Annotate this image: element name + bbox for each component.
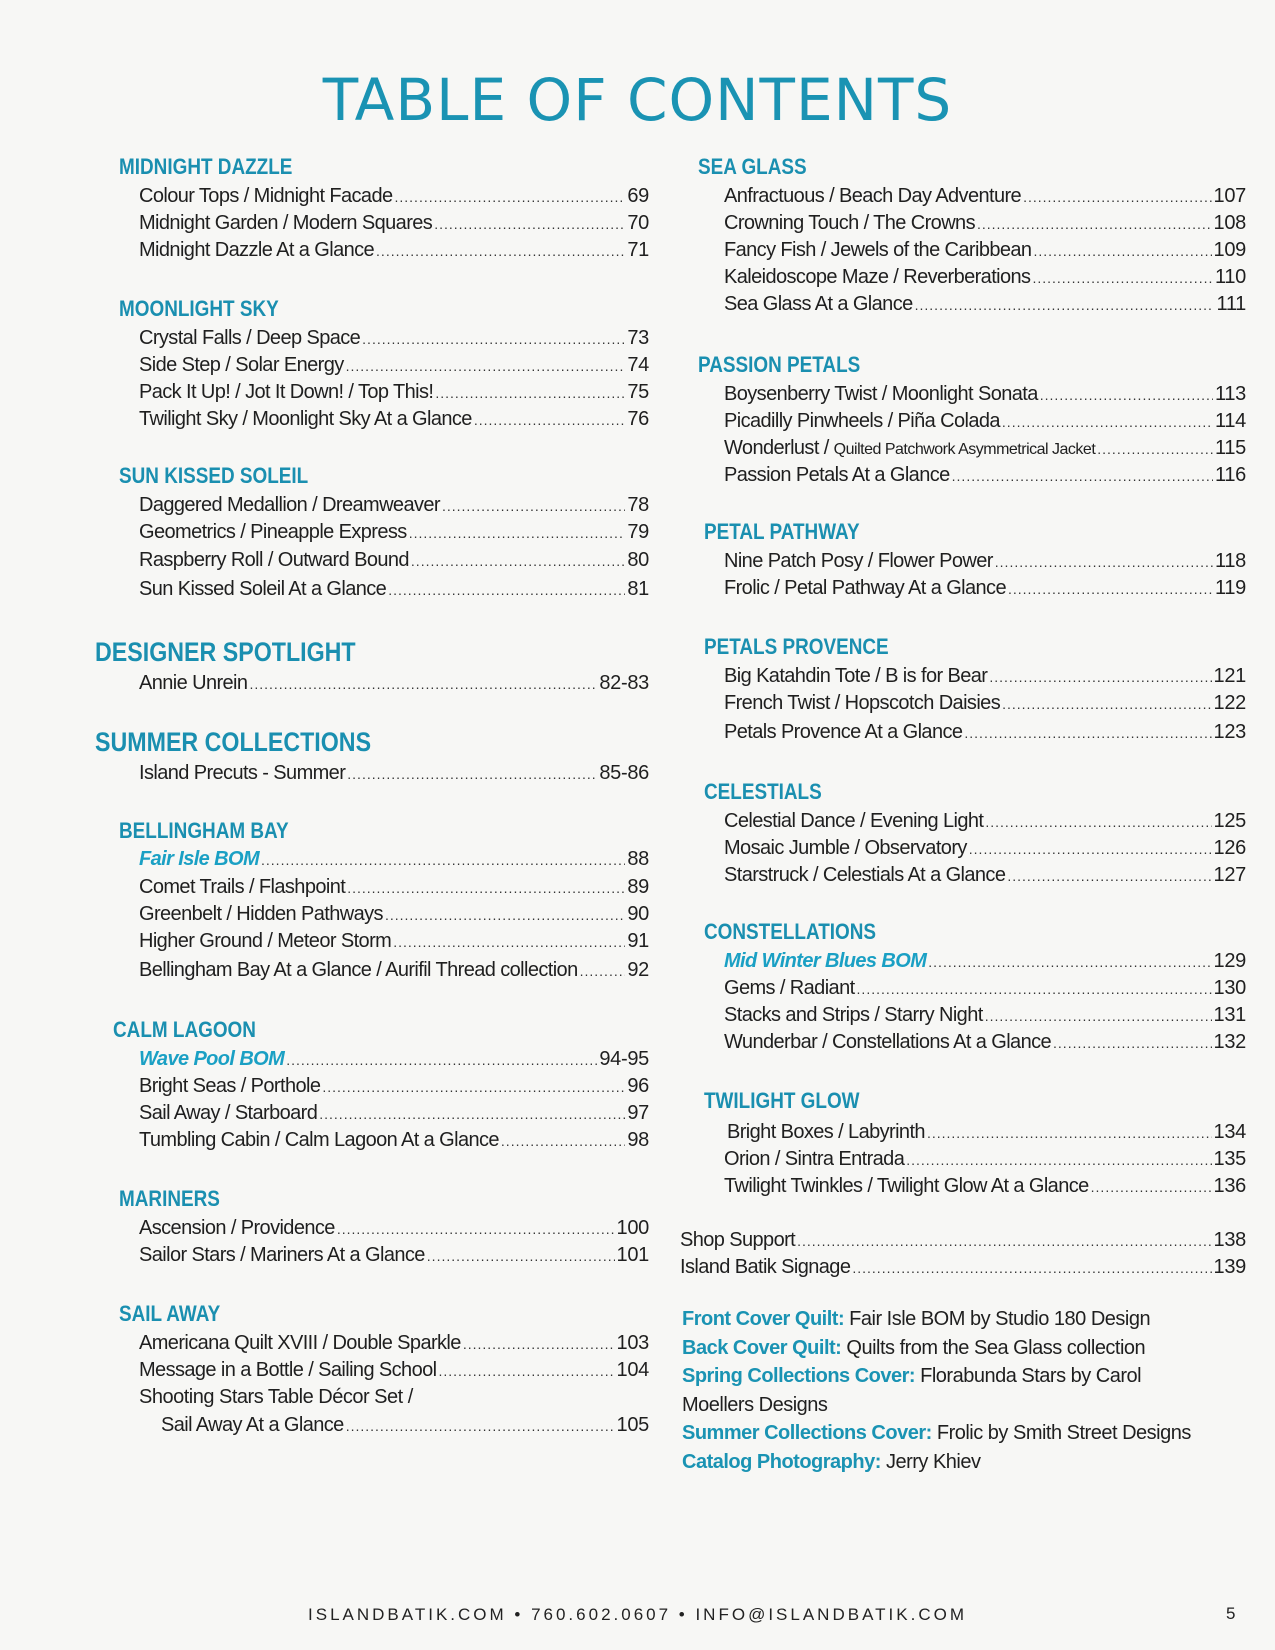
toc-entry[interactable] <box>139 210 649 238</box>
toc-entry-page: 119 <box>1215 577 1246 599</box>
leader-dots <box>438 1358 614 1385</box>
leader-dots <box>322 1074 625 1101</box>
toc-entry-page: 125 <box>1213 810 1246 832</box>
toc-entry[interactable] <box>139 379 649 407</box>
toc-entry-label: Big Katahdin Tote / B is for Bear <box>724 665 988 687</box>
toc-entry-label: Sail Away / Starboard <box>139 1102 318 1124</box>
credit-value: Quilts from the Sea Glass collection <box>841 1336 1146 1359</box>
toc-entry[interactable] <box>139 1100 649 1128</box>
leader-dots <box>989 664 1211 691</box>
toc-entry-page: 91 <box>627 930 649 952</box>
toc-entry-page: 127 <box>1213 864 1246 886</box>
toc-entry[interactable] <box>139 406 649 434</box>
credit-photography <box>682 1448 1202 1477</box>
toc-entry-page: 80 <box>627 549 649 571</box>
section-heading-bellingham-bay: BELLINGHAM BAY <box>119 818 289 843</box>
leader-dots <box>977 211 1212 238</box>
toc-entry[interactable] <box>139 1357 649 1385</box>
toc-entry-label: Sea Glass At a Glance <box>724 293 913 315</box>
toc-entry-label: French Twist / Hopscotch Daisies <box>724 692 1001 714</box>
toc-entry-page: 89 <box>627 876 649 898</box>
toc-entry[interactable] <box>724 183 1246 211</box>
toc-entry-shop-support[interactable] <box>680 1227 1246 1255</box>
toc-entry-label: Bright Boxes / Labyrinth <box>727 1121 925 1143</box>
leader-dots <box>395 184 626 211</box>
leader-dots <box>952 463 1213 490</box>
leader-dots <box>1002 691 1211 718</box>
toc-entry-label: Shop Support <box>680 1229 796 1251</box>
leader-dots <box>1008 576 1213 603</box>
toc-entry-page: 92 <box>627 959 649 981</box>
toc-entry-label: Island Precuts - Summer <box>139 762 346 784</box>
leader-dots <box>1040 382 1213 409</box>
toc-entry[interactable] <box>139 492 649 520</box>
toc-entry-page: 136 <box>1213 1175 1246 1197</box>
section-heading-sea-glass: SEA GLASS <box>698 154 807 179</box>
toc-entry-label: Colour Tops / Midnight Facade <box>139 185 393 207</box>
toc-entry-label: Boysenberry Twist / Moonlight Sonata <box>724 383 1038 405</box>
toc-entry-label: Sailor Stars / Mariners At a Glance <box>139 1244 425 1266</box>
toc-entry-page: 132 <box>1213 1031 1246 1053</box>
credit-key: Back Cover Quilt: <box>682 1336 842 1359</box>
leader-dots <box>1032 265 1213 292</box>
toc-entry-label: Crystal Falls / Deep Space <box>139 327 361 349</box>
toc-entry-label: Petals Provence At a Glance <box>724 721 963 743</box>
toc-entry-page: 81 <box>627 578 649 600</box>
credit-value: Fair Isle BOM by Studio 180 Design <box>844 1308 1151 1330</box>
leader-dots <box>927 1120 1212 1147</box>
leader-dots <box>337 1216 615 1243</box>
toc-entry-label: Mid Winter Blues BOM <box>724 950 927 972</box>
leader-dots <box>435 380 625 407</box>
toc-entry[interactable] <box>724 1002 1246 1030</box>
toc-entry-label: Fair Isle BOM <box>139 848 260 870</box>
toc-entry-page: 105 <box>616 1414 649 1436</box>
toc-entry-page: 103 <box>616 1332 649 1354</box>
toc-entry-label: Celestial Dance / Evening Light <box>724 810 984 832</box>
toc-entry-label: Midnight Dazzle At a Glance <box>139 239 375 261</box>
toc-entry-page: 90 <box>627 903 649 925</box>
toc-entry[interactable] <box>724 663 1246 691</box>
leader-dots <box>852 1255 1211 1282</box>
toc-entry-label: Stacks and Strips / Starry Night <box>724 1004 983 1026</box>
toc-entry[interactable] <box>724 291 1246 319</box>
credits-block <box>682 1305 1202 1476</box>
toc-entry[interactable] <box>139 1242 649 1270</box>
toc-entry-page: 82-83 <box>599 672 649 694</box>
toc-entry[interactable] <box>724 1173 1246 1201</box>
toc-entry-label: Anfractuous / Beach Day Adventure <box>724 185 1022 207</box>
leader-dots <box>409 520 626 547</box>
toc-entry-label[interactable]: Shooting Stars Table Décor Set / <box>139 1386 413 1408</box>
section-heading-summer-collections: SUMMER COLLECTIONS <box>95 727 372 757</box>
leader-dots <box>964 720 1211 747</box>
toc-entry-page: 109 <box>1213 239 1246 261</box>
leader-dots <box>393 929 625 956</box>
toc-entry-label: Tumbling Cabin / Calm Lagoon At a Glance <box>139 1129 499 1151</box>
toc-entry-page: 96 <box>627 1075 649 1097</box>
toc-entry[interactable] <box>724 548 1246 576</box>
leader-dots <box>906 1147 1211 1174</box>
credit-key: Front Cover Quilt: <box>682 1308 845 1330</box>
toc-entry-page: 75 <box>627 381 649 403</box>
toc-entry-page: 69 <box>627 185 649 207</box>
toc-entry-page: 123 <box>1213 721 1246 743</box>
toc-entry[interactable] <box>139 519 649 547</box>
section-heading-celestials: CELESTIALS <box>704 779 822 804</box>
toc-entry-page: 139 <box>1213 1256 1246 1278</box>
leader-dots <box>928 949 1211 976</box>
toc-entry[interactable] <box>139 325 649 353</box>
toc-entry-label: Bright Seas / Porthole <box>139 1075 321 1097</box>
credit-spring-cover <box>682 1362 1202 1419</box>
toc-entry-label: Daggered Medallion / Dreamweaver <box>139 494 440 516</box>
section-heading-sail-away: SAIL AWAY <box>119 1301 221 1326</box>
toc-entry-page: 111 <box>1216 293 1246 315</box>
toc-entry-page: 115 <box>1215 437 1246 459</box>
leader-dots <box>427 1243 615 1270</box>
toc-entry-page: 116 <box>1215 464 1246 486</box>
leader-dots <box>1091 1174 1212 1201</box>
toc-entry-page: 85-86 <box>599 762 649 784</box>
credit-back-cover <box>682 1334 1202 1363</box>
toc-entry-page: 108 <box>1213 212 1246 234</box>
toc-entry[interactable] <box>724 462 1246 490</box>
toc-entry-page: 101 <box>616 1244 649 1266</box>
toc-entry[interactable] <box>724 808 1246 836</box>
leader-dots <box>347 875 625 902</box>
section-heading-mariners: MARINERS <box>119 1186 220 1211</box>
toc-entry-label: Twilight Twinkles / Twilight Glow At a Glance <box>724 1175 1089 1197</box>
toc-entry[interactable] <box>727 1119 1246 1147</box>
toc-entry[interactable] <box>724 719 1246 747</box>
toc-entry[interactable] <box>724 210 1246 238</box>
toc-entry-label: Message in a Bottle / Sailing School <box>139 1359 437 1381</box>
toc-entry-label: Crowning Touch / The Crowns <box>724 212 975 234</box>
toc-entry[interactable] <box>139 547 649 575</box>
leader-dots <box>385 902 625 929</box>
toc-entry-label: Starstruck / Celestials At a Glance <box>724 864 1006 886</box>
credit-value: Jerry Khiev <box>880 1450 981 1473</box>
toc-entry-page: 98 <box>627 1129 649 1151</box>
leader-dots <box>797 1228 1211 1255</box>
section-heading-moonlight-sky: MOONLIGHT SKY <box>119 296 279 321</box>
toc-entry-page: 107 <box>1213 185 1246 207</box>
section-heading-constellations: CONSTELLATIONS <box>704 919 877 944</box>
toc-entry[interactable] <box>724 1029 1246 1057</box>
toc-entry-page: 121 <box>1213 665 1246 687</box>
toc-entry[interactable] <box>139 1215 649 1243</box>
toc-entry-page: 76 <box>627 408 649 430</box>
toc-entry[interactable] <box>139 957 649 985</box>
toc-entry[interactable] <box>724 408 1246 436</box>
leader-dots <box>995 549 1213 576</box>
toc-entry-label: Fancy Fish / Jewels of the Caribbean <box>724 239 1032 261</box>
toc-entry[interactable] <box>724 381 1246 409</box>
toc-entry-label: Orion / Sintra Entrada <box>724 1148 905 1170</box>
toc-entry-label: Greenbelt / Hidden Pathways <box>139 903 383 925</box>
section-heading-sun-kissed-soleil: SUN KISSED SOLEIL <box>119 463 309 488</box>
toc-entry-page: 104 <box>616 1359 649 1381</box>
leader-dots <box>969 836 1212 863</box>
leader-dots <box>411 548 625 575</box>
leader-dots <box>346 353 626 380</box>
credit-key: Catalog Photography: <box>682 1450 881 1473</box>
toc-entry[interactable] <box>139 183 649 211</box>
toc-entry[interactable] <box>724 1146 1246 1174</box>
toc-entry[interactable] <box>724 575 1246 603</box>
leader-dots <box>249 671 597 698</box>
toc-entry-label: Higher Ground / Meteor Storm <box>139 930 392 952</box>
credit-key: Summer Collections Cover: <box>682 1422 932 1444</box>
page-title: TABLE OF CONTENTS <box>322 66 953 134</box>
toc-entry-page: 88 <box>627 848 649 870</box>
toc-entry[interactable] <box>161 1412 649 1440</box>
leader-dots <box>501 1128 625 1155</box>
toc-entry[interactable] <box>139 352 649 380</box>
toc-entry-label: Gems / Radiant <box>724 977 855 999</box>
leader-dots <box>580 958 626 985</box>
toc-entry-page: 70 <box>627 212 649 234</box>
toc-entry-page: 113 <box>1215 383 1246 405</box>
toc-entry-label: Comet Trails / Flashpoint <box>139 876 346 898</box>
toc-entry-label <box>724 435 1095 463</box>
toc-entry-page: 134 <box>1213 1121 1246 1143</box>
leader-dots <box>434 211 625 238</box>
credit-summer-cover <box>682 1419 1202 1448</box>
toc-entry-page: 74 <box>627 354 649 376</box>
credit-front-cover <box>682 1305 1202 1334</box>
toc-entry-page: 129 <box>1213 950 1246 972</box>
toc-entry[interactable] <box>139 874 649 902</box>
toc-entry[interactable] <box>724 975 1246 1003</box>
toc-entry[interactable] <box>139 237 649 265</box>
section-heading-twilight-glow: TWILIGHT GLOW <box>704 1088 860 1113</box>
toc-entry-label: Sail Away At a Glance <box>161 1414 344 1436</box>
toc-entry[interactable] <box>724 835 1246 863</box>
leader-dots <box>346 1413 615 1440</box>
toc-entry-label-small: Quilted Patchwork Asymmetrical Jacket <box>833 441 1096 458</box>
toc-entry-page: 73 <box>627 327 649 349</box>
toc-entry-page: 110 <box>1215 266 1246 288</box>
toc-entry-label: Kaleidoscope Maze / Reverberations <box>724 266 1031 288</box>
leader-dots <box>1007 863 1211 890</box>
leader-dots <box>1002 409 1213 436</box>
toc-entry-label: Midnight Garden / Modern Squares <box>139 212 433 234</box>
toc-entry-label: Wave Pool BOM <box>139 1048 285 1070</box>
footer-contact: ISLANDBATIK.COM • 760.602.0607 • INFO@ISLANDBATIK.COM <box>308 1605 967 1624</box>
leader-dots <box>388 577 625 604</box>
toc-entry[interactable] <box>724 690 1246 718</box>
toc-entry-label: Americana Quilt XVIII / Double Sparkle <box>139 1332 461 1354</box>
toc-entry-signage[interactable] <box>680 1254 1246 1282</box>
toc-entry[interactable] <box>724 264 1246 292</box>
toc-entry[interactable] <box>139 901 649 929</box>
toc-entry[interactable] <box>139 1330 649 1358</box>
toc-entry[interactable] <box>139 1127 649 1155</box>
section-heading-petals-provence: PETALS PROVENCE <box>704 634 889 659</box>
leader-dots <box>1033 238 1211 265</box>
leader-dots <box>915 292 1215 319</box>
toc-entry-label: Island Batik Signage <box>680 1256 851 1278</box>
toc-entry-label: Pack It Up! / Jot It Down! / Top This! <box>139 381 434 403</box>
toc-entry-label: Nine Patch Posy / Flower Power <box>724 550 993 572</box>
toc-entry-page: 78 <box>627 494 649 516</box>
leader-dots <box>261 847 625 874</box>
toc-entry-label: Passion Petals At a Glance <box>724 464 950 486</box>
toc-entry-page: 97 <box>627 1102 649 1124</box>
toc-entry-label: Side Step / Solar Energy <box>139 354 344 376</box>
toc-entry[interactable] <box>724 948 1246 976</box>
toc-entry-page: 122 <box>1213 692 1246 714</box>
leader-dots <box>1097 436 1213 463</box>
toc-entry-label: Twilight Sky / Moonlight Sky At a Glance <box>139 408 472 430</box>
section-heading-passion-petals: PASSION PETALS <box>698 352 861 377</box>
toc-entry-page: 126 <box>1213 837 1246 859</box>
leader-dots <box>857 976 1212 1003</box>
toc-entry[interactable] <box>139 1073 649 1101</box>
leader-dots <box>1023 184 1211 211</box>
leader-dots <box>442 493 625 520</box>
toc-entry-page: 79 <box>627 521 649 543</box>
toc-entry-label: Sun Kissed Soleil At a Glance <box>139 578 387 600</box>
toc-entry[interactable] <box>139 846 649 874</box>
toc-entry[interactable] <box>724 435 1246 463</box>
toc-entry-label: Ascension / Providence <box>139 1217 335 1239</box>
leader-dots <box>286 1047 597 1074</box>
leader-dots <box>347 761 597 788</box>
section-heading-designer-spotlight: DESIGNER SPOTLIGHT <box>95 637 356 667</box>
toc-entry[interactable] <box>139 928 649 956</box>
toc-entry-page: 100 <box>616 1217 649 1239</box>
toc-entry-label: Raspberry Roll / Outward Bound <box>139 549 409 571</box>
toc-entry[interactable] <box>139 1046 649 1074</box>
leader-dots <box>985 1003 1212 1030</box>
credit-value: Florabunda Stars by Carol Moellers Designs <box>682 1365 1142 1416</box>
toc-entry-page: 130 <box>1213 977 1246 999</box>
toc-entry-label: Frolic / Petal Pathway At a Glance <box>724 577 1006 599</box>
toc-entry-label: Picadilly Pinwheels / Piña Colada <box>724 410 1000 432</box>
toc-entry-page: 131 <box>1213 1004 1246 1026</box>
toc-entry-page: 118 <box>1215 550 1246 572</box>
toc-entry[interactable] <box>139 760 649 788</box>
toc-entry-page: 71 <box>627 239 649 261</box>
credit-value: Frolic by Smith Street Designs <box>931 1422 1191 1444</box>
toc-entry[interactable] <box>139 670 649 698</box>
toc-entry-label: Geometrics / Pineapple Express <box>139 521 407 543</box>
leader-dots <box>319 1101 625 1128</box>
toc-entry[interactable] <box>139 576 649 604</box>
leader-dots <box>474 407 626 434</box>
toc-entry-label: Bellingham Bay At a Glance / Aurifil Thread collection <box>139 959 578 981</box>
toc-entry-page: 138 <box>1213 1229 1246 1251</box>
section-heading-calm-lagoon: CALM LAGOON <box>113 1017 256 1042</box>
toc-entry-label: Mosaic Jumble / Observatory <box>724 837 967 859</box>
leader-dots <box>985 809 1211 836</box>
toc-entry-label: Annie Unrein <box>139 672 248 694</box>
leader-dots <box>1053 1030 1211 1057</box>
toc-entry-page: 114 <box>1215 410 1246 432</box>
toc-entry-label-main: Wonderlust / <box>724 437 834 459</box>
leader-dots <box>376 238 625 265</box>
toc-entry-label: Wunderbar / Constellations At a Glance <box>724 1031 1052 1053</box>
toc-entry-page: 135 <box>1213 1148 1246 1170</box>
credit-key: Spring Collections Cover: <box>682 1365 916 1387</box>
page-number: 5 <box>1226 1604 1236 1623</box>
leader-dots <box>362 326 625 353</box>
toc-entry-page: 94-95 <box>599 1048 649 1070</box>
section-heading-petal-pathway: PETAL PATHWAY <box>704 519 860 544</box>
leader-dots <box>463 1331 615 1358</box>
toc-entry[interactable] <box>724 862 1246 890</box>
toc-entry[interactable] <box>724 237 1246 265</box>
section-heading-midnight-dazzle: MIDNIGHT DAZZLE <box>119 154 293 179</box>
